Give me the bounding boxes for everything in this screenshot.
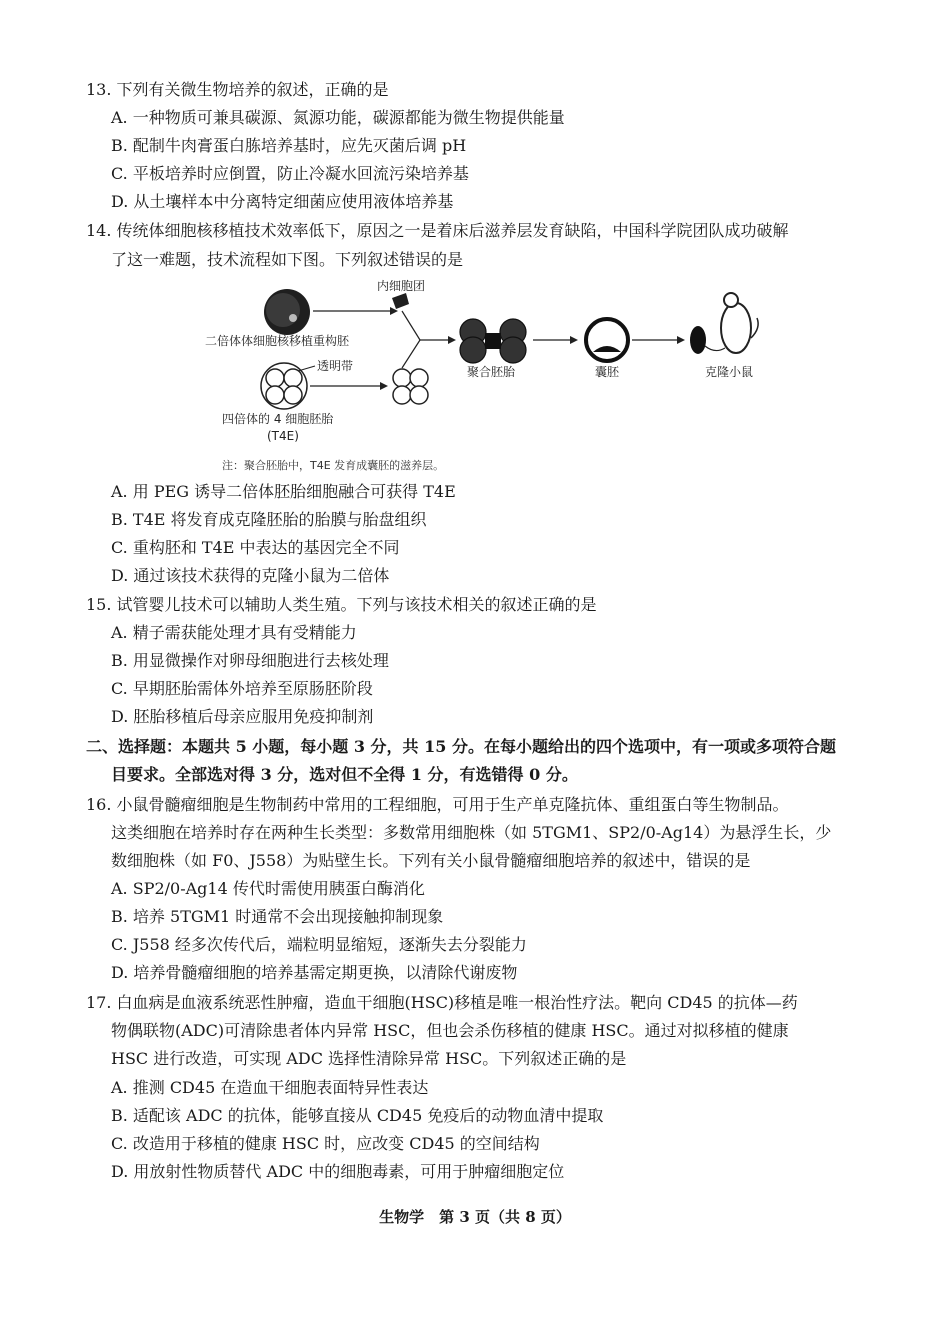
q16-option-c: C. J558 经多次传代后，端粒明显缩短，逐渐失去分裂能力 [111, 935, 527, 954]
q15-option-a: A. 精子需获能处理才具有受精能力 [111, 623, 357, 642]
label-t4e-line1: 四倍体的 4 细胞胚胎 [222, 412, 334, 426]
label-reconstructed-embryo: 二倍体体细胞核移植重构胚 [205, 334, 350, 348]
aggregate-embryo-icon [460, 319, 526, 363]
inner-cell-mass-icon [392, 293, 409, 309]
blastocyst-icon [586, 319, 628, 361]
q14-option-d: D. 通过该技术获得的克隆小鼠为二倍体 [111, 566, 390, 585]
page-footer: 生物学 第 3 页（共 8 页） [379, 1208, 571, 1226]
q17-stem-line1: 17. 白血病是血液系统恶性肿瘤，造血干细胞(HSC)移植是唯一根治性疗法。靶向 CD45 的抗体—药 [86, 993, 798, 1012]
q15-option-c: C. 早期胚胎需体外培养至原肠胚阶段 [111, 679, 373, 698]
reconstructed-embryo-icon [264, 289, 310, 335]
q15-option-b: B. 用显微操作对卵母细胞进行去核处理 [111, 651, 389, 670]
q14-stem-line2: 了这一难题，技术流程如下图。下列叙述错误的是 [111, 250, 464, 269]
q15-option-d: D. 胚胎移植后母亲应服用免疫抑制剂 [111, 707, 374, 726]
q13-option-c: C. 平板培养时应倒置，防止冷凝水回流污染培养基 [111, 164, 469, 183]
q15-stem: 15. 试管婴儿技术可以辅助人类生殖。下列与该技术相关的叙述正确的是 [86, 595, 597, 614]
q13-option-a: A. 一种物质可兼具碳源、氮源功能，碳源都能为微生物提供能量 [111, 108, 565, 127]
q14-option-a: A. 用 PEG 诱导二倍体胚胎细胞融合可获得 T4E [111, 482, 456, 501]
section-heading-line1: 二、选择题：本题共 5 小题，每小题 3 分，共 15 分。在每小题给出的四个选项中，有一项或多项符合题 [86, 737, 836, 756]
label-blastocyst: 囊胚 [595, 365, 620, 379]
q13-option-d: D. 从土壤样本中分离特定细菌应使用液体培养基 [111, 192, 454, 211]
q16-option-b: B. 培养 5TGM1 时通常不会出现接触抑制现象 [111, 907, 444, 926]
q16-stem-line1: 16. 小鼠骨髓瘤细胞是生物制药中常用的工程细胞，可用于生产单克隆抗体、重组蛋白等生物制品。 [86, 795, 789, 814]
label-t4e-line2: (T4E) [267, 429, 299, 443]
q13-stem: 13. 下列有关微生物培养的叙述，正确的是 [86, 80, 389, 99]
label-clone-mouse: 克隆小鼠 [705, 365, 754, 379]
q17-stem-line2: 物偶联物(ADC)可清除患者体内异常 HSC，但也会杀伤移植的健康 HSC。通过对拟移植的健康 [111, 1021, 789, 1040]
label-inner-cell-mass: 内细胞团 [377, 279, 426, 293]
q14-option-c: C. 重构胚和 T4E 中表达的基因完全不同 [111, 538, 400, 557]
q17-option-d: D. 用放射性物质替代 ADC 中的细胞毒素，可用于肿瘤细胞定位 [111, 1162, 565, 1181]
q16-option-d: D. 培养骨髓瘤细胞的培养基需定期更换，以清除代谢废物 [111, 963, 518, 982]
clone-mouse-icon [690, 293, 758, 354]
q13-option-b: B. 配制牛肉膏蛋白胨培养基时，应先灭菌后调 pH [111, 136, 467, 155]
q16-stem-line2: 这类细胞在培养时存在两种生长类型：多数常用细胞株（如 5TGM1、SP2/0-Ag14）为悬浮生长，少 [111, 823, 832, 842]
t4e-zona-removed-icon [393, 369, 428, 404]
q17-option-b: B. 适配该 ADC 的抗体，能够直接从 CD45 免疫后的动物血清中提取 [111, 1106, 604, 1125]
q17-option-a: A. 推测 CD45 在造血干细胞表面特异性表达 [111, 1078, 429, 1097]
q14-option-b: B. T4E 将发育成克隆胚胎的胎膜与胎盘组织 [111, 510, 427, 529]
q16-option-a: A. SP2/0-Ag14 传代时需使用胰蛋白酶消化 [111, 879, 425, 898]
nuclear-transfer-diagram [195, 278, 795, 478]
section-heading-line2: 目要求。全部选对得 3 分，选对但不全得 1 分，有选错得 0 分。 [111, 765, 578, 784]
label-zona-pellucida: 透明带 [317, 359, 354, 373]
q17-option-c: C. 改造用于移植的健康 HSC 时，应改变 CD45 的空间结构 [111, 1134, 540, 1153]
diagram-note: 注：聚合胚胎中，T4E 发育成囊胚的滋养层。 [222, 459, 445, 472]
q14-stem-line1: 14. 传统体细胞核移植技术效率低下，原因之一是着床后滋养层发育缺陷，中国科学院团队成功破解 [86, 221, 789, 240]
q16-stem-line3: 数细胞株（如 F0、J558）为贴壁生长。下列有关小鼠骨髓瘤细胞培养的叙述中，错误的是 [111, 851, 751, 870]
label-aggregate-embryo: 聚合胚胎 [467, 365, 516, 379]
q17-stem-line3: HSC 进行改造，可实现 ADC 选择性清除异常 HSC。下列叙述正确的是 [111, 1049, 627, 1068]
